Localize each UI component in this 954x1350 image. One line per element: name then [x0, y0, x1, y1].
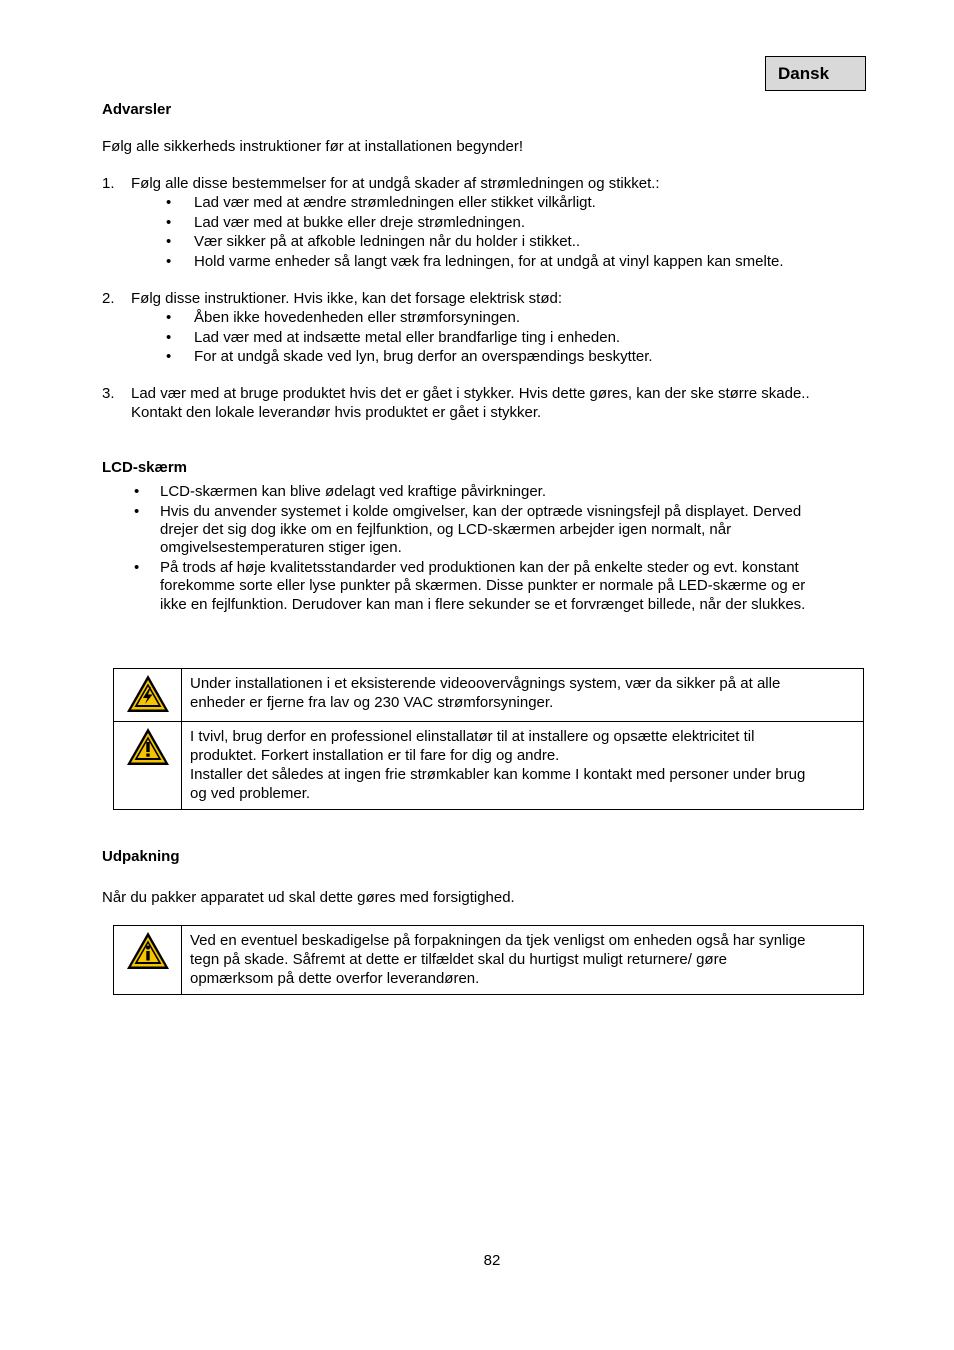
- hazard-text-line: Installer det således at ingen frie strømkabler kan komme I kontakt med personer under brug: [190, 766, 806, 783]
- bullet-text: drejer det sig dog ikke om en fejlfunktion, og LCD-skærmen arbejder igen normalt, når: [160, 521, 732, 538]
- notice-text-line: Ved en eventuel beskadigelse på forpakningen da tjek venligst om enheden også har synlige: [190, 932, 806, 949]
- bullet-marker: •: [134, 503, 140, 520]
- bullet-marker: •: [166, 253, 172, 270]
- bullet-marker: •: [166, 309, 172, 326]
- bullet-text: forekomme sorte eller lyse punkter på skærmen. Disse punkter er normale på LED-skærme og er: [160, 577, 806, 594]
- hazard-row: [114, 722, 864, 810]
- bullet-text: På trods af høje kvalitetsstandarder ved produktionen kan der på enkelte steder og evt. konstant: [160, 559, 799, 576]
- electric-hazard-icon: [125, 673, 171, 715]
- bullet-text: Lad vær med at indsætte metal eller brandfarlige ting i enheden.: [194, 329, 621, 346]
- section-heading-lcd: LCD-skærm: [102, 459, 188, 476]
- bullet-marker: •: [166, 329, 172, 346]
- hazard-text-line: enheder er fjerne fra lav og 230 VAC strømforsyninger.: [190, 694, 554, 711]
- hazard-text-line: og ved problemer.: [190, 785, 311, 802]
- item-text: Følg disse instruktioner. Hvis ikke, kan det forsage elektrisk stød:: [131, 290, 562, 307]
- item-number: 1.: [102, 175, 115, 192]
- bullet-marker: •: [166, 194, 172, 211]
- bullet-text: Hold varme enheder så langt væk fra ledningen, for at undgå at vinyl kappen kan smelte.: [194, 253, 784, 270]
- notice-row: [114, 926, 864, 995]
- bullet-marker: •: [166, 214, 172, 231]
- notice-text-line: opmærksom på dette overfor leverandøren.: [190, 970, 480, 987]
- hazard-text-cell: [182, 669, 864, 722]
- unpacking-text: Når du pakker apparatet ud skal dette gøres med forsigtighed.: [102, 889, 515, 906]
- bullet-marker: •: [134, 483, 140, 500]
- hazard-icon-cell: [114, 669, 182, 722]
- hazard-icon-cell: [114, 722, 182, 810]
- hazard-text-line: produktet. Forkert installation er til fare for dig og andre.: [190, 747, 560, 764]
- notice-table: [113, 925, 864, 995]
- item-text: Lad vær med at bruge produktet hvis det er gået i stykker. Hvis dette gøres, kan der ske større skade..: [131, 385, 810, 402]
- item-number: 2.: [102, 290, 115, 307]
- hazard-text-cell: [182, 722, 864, 810]
- warnings-intro: Følg alle sikkerheds instruktioner før at installationen begynder!: [102, 138, 524, 155]
- notice-icon-cell: [114, 926, 182, 995]
- hazard-row: [114, 669, 864, 722]
- item-number: 3.: [102, 385, 115, 402]
- bullet-marker: •: [166, 233, 172, 250]
- bullet-text: LCD-skærmen kan blive ødelagt ved kraftige påvirkninger.: [160, 483, 547, 500]
- caution-icon: [125, 726, 171, 768]
- hazard-table: [113, 668, 864, 810]
- section-heading-unpacking: Udpakning: [102, 848, 180, 865]
- bullet-text: Åben ikke hovedenheden eller strømforsyningen.: [194, 309, 521, 326]
- hazard-text-line: I tvivl, brug derfor en professionel elinstallatør til at installere og opsætte elektricitet til: [190, 728, 755, 745]
- bullet-text: Lad vær med at ændre strømledningen eller stikket vilkårligt.: [194, 194, 596, 211]
- bullet-text: For at undgå skade ved lyn, brug derfor an overspændings beskytter.: [194, 348, 653, 365]
- language-tab: Dansk: [765, 56, 866, 91]
- bullet-marker: •: [134, 559, 140, 576]
- info-warning-icon: [125, 930, 171, 972]
- hazard-text-line: Under installationen i et eksisterende videoovervågnings system, vær da sikker på at alle: [190, 675, 781, 692]
- item-text: Følg alle disse bestemmelser for at undgå skader af strømledningen og stikket.:: [131, 175, 660, 192]
- bullet-text: ikke en fejlfunktion. Derudover kan man i flere sekunder se et forvrænget billede, når der slukkes.: [160, 596, 806, 613]
- bullet-text: omgivelsestemperaturen stiger igen.: [160, 539, 402, 556]
- item-text: Kontakt den lokale leverandør hvis produktet er gået i stykker.: [131, 404, 542, 421]
- section-heading-warnings: Advarsler: [102, 101, 172, 118]
- bullet-text: Lad vær med at bukke eller dreje strømledningen.: [194, 214, 525, 231]
- bullet-text: Vær sikker på at afkoble ledningen når du holder i stikket..: [194, 233, 581, 250]
- bullet-text: Hvis du anvender systemet i kolde omgivelser, kan der optræde visningsfejl på displayet. Derved: [160, 503, 802, 520]
- notice-text-line: tegn på skade. Såfremt at dette er tilfældet skal du hurtigst muligt returnere/ gøre: [190, 951, 727, 968]
- page-number: 82: [483, 1252, 501, 1269]
- bullet-marker: •: [166, 348, 172, 365]
- notice-text-cell: [182, 926, 864, 995]
